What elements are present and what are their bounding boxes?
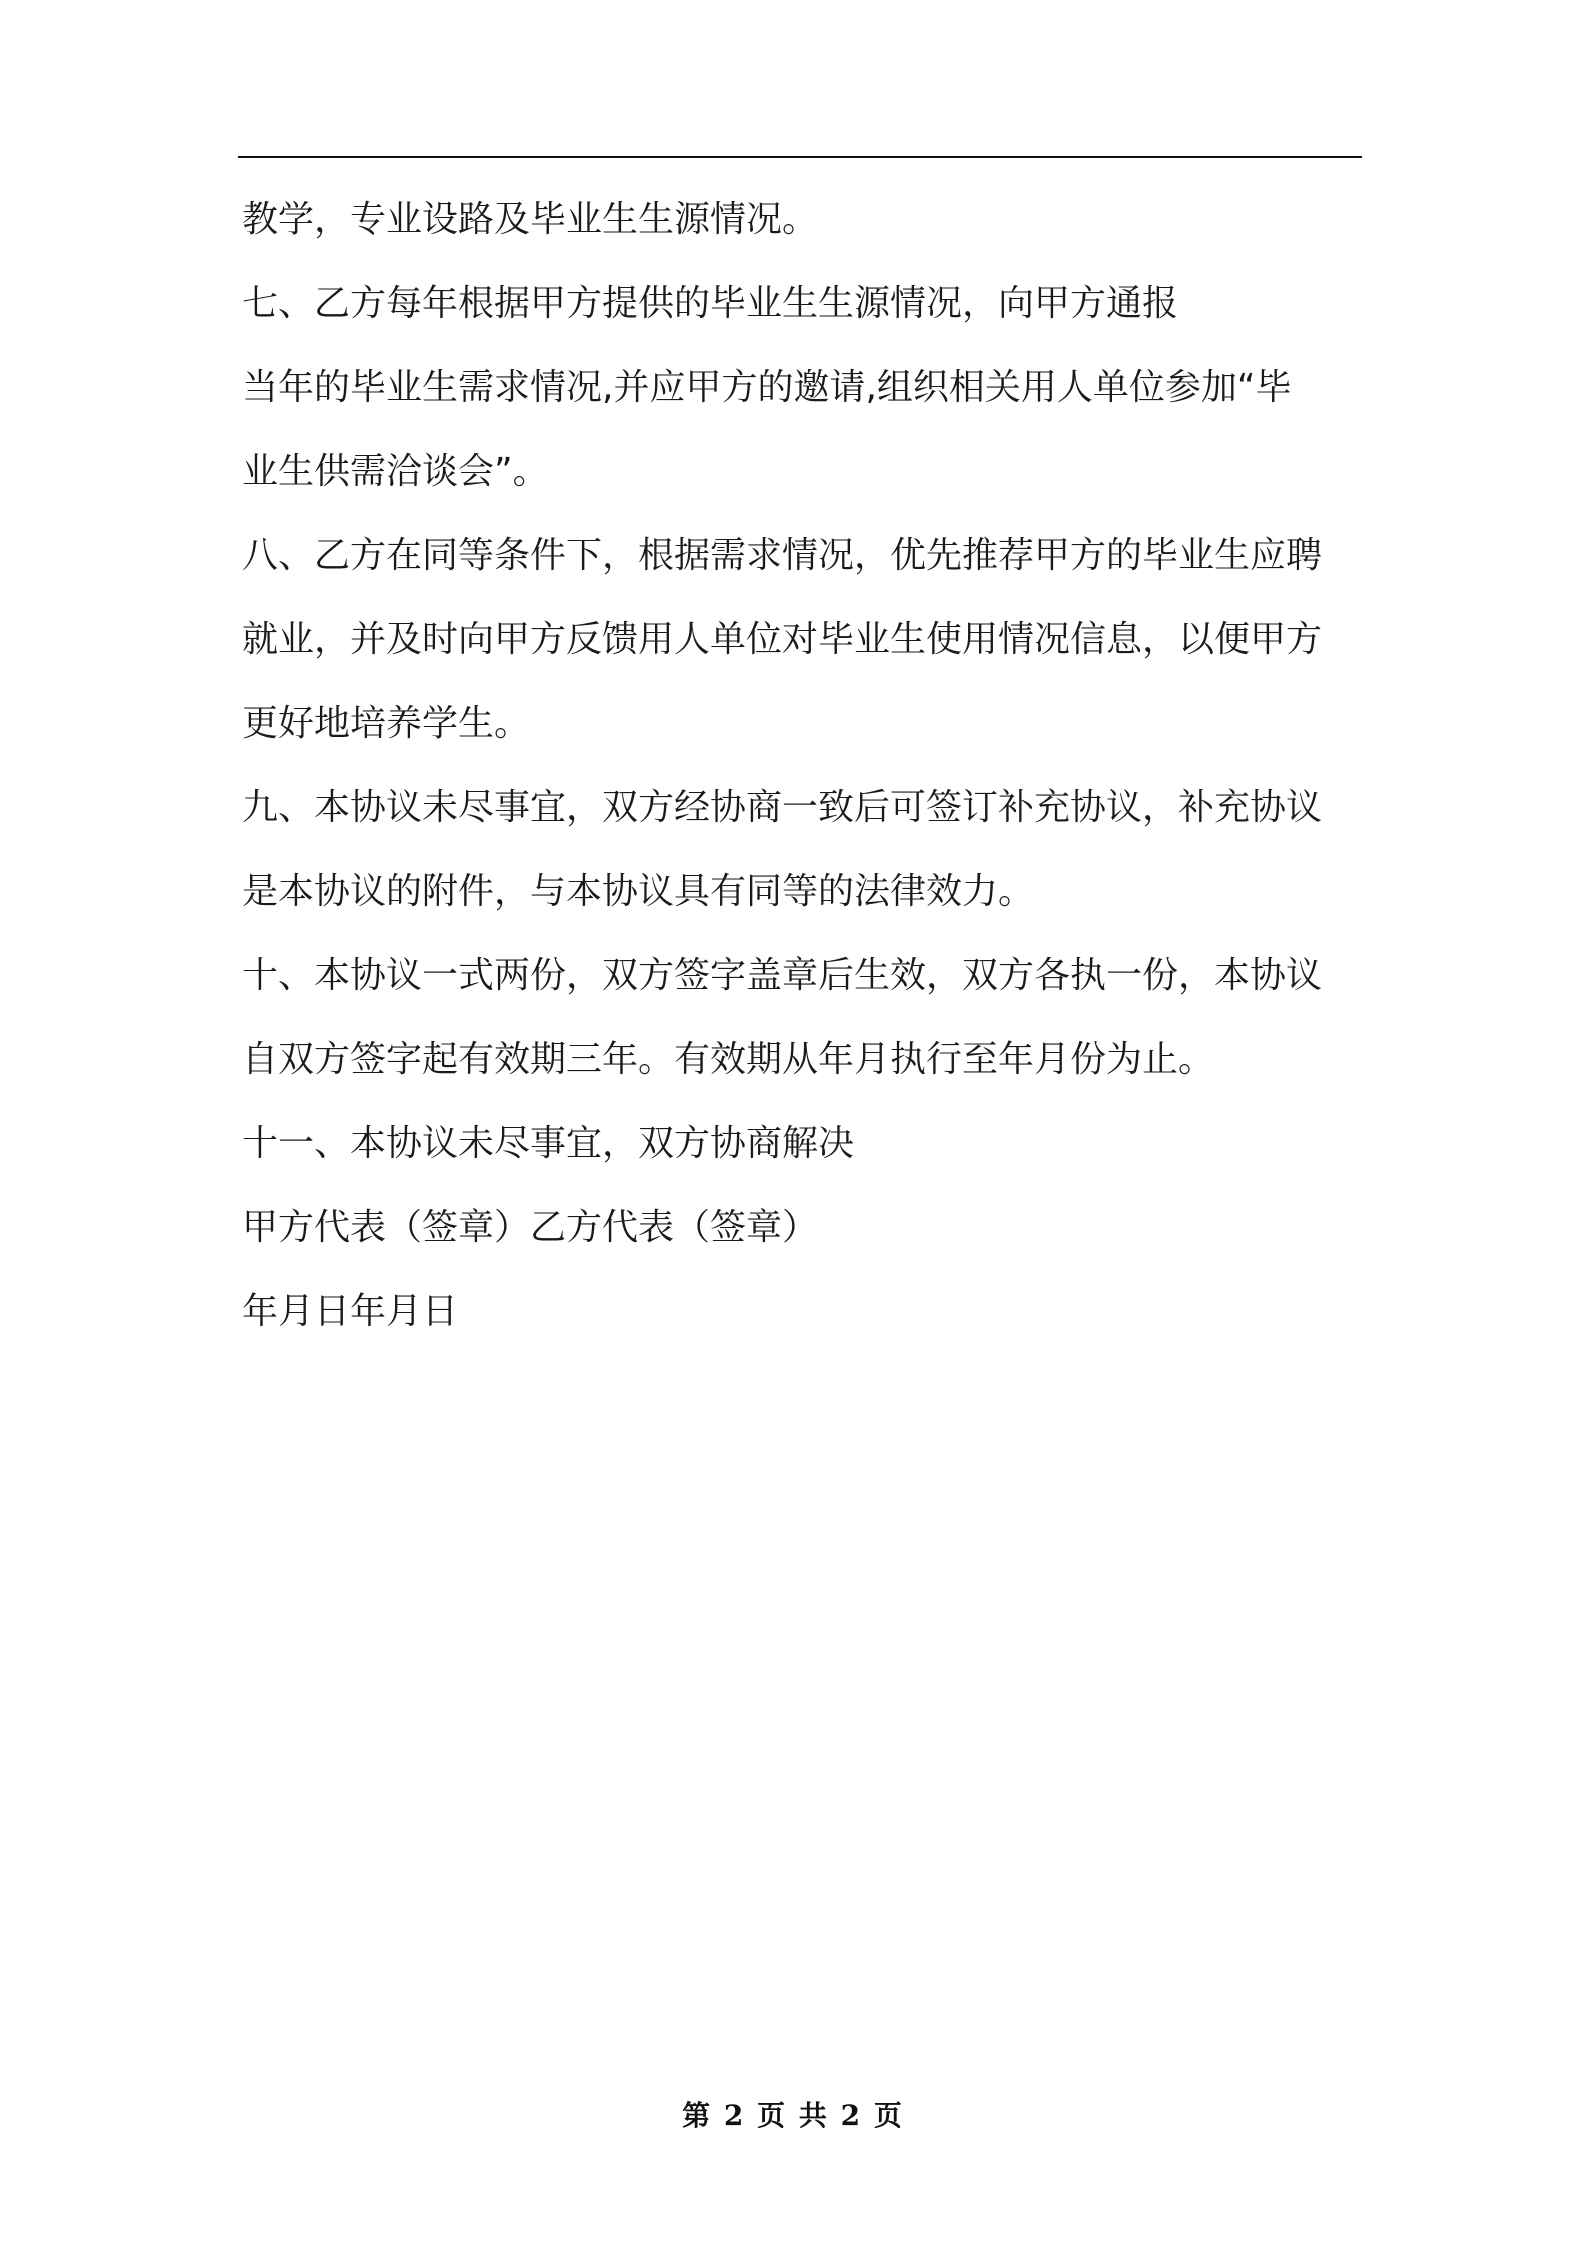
body-line-12: 十一、本协议未尽事宜，双方协商解决 — [242, 1123, 855, 1164]
body-line-10: 十、本协议一式两份，双方签字盖章后生效，双方各执一份，本协议 — [242, 955, 1323, 996]
body-line-4: 业生供需洽谈会”。 — [242, 451, 549, 492]
body-line-8: 九、本协议未尽事宜，双方经协商一致后可签订补充协议，补充协议 — [242, 787, 1323, 828]
body-line-1: 教学，专业设路及毕业生生源情况。 — [242, 199, 819, 240]
date-line: 年月日年月日 — [242, 1291, 459, 1332]
signature-line: 甲方代表（签章）乙方代表（签章） — [242, 1207, 819, 1248]
body-line-5: 八、乙方在同等条件下，根据需求情况，优先推荐甲方的毕业生应聘 — [242, 535, 1323, 576]
body-line-3: 当年的毕业生需求情况,并应甲方的邀请,组织相关用人单位参加“毕 — [242, 367, 1292, 408]
body-line-9: 是本协议的附件，与本协议具有同等的法律效力。 — [242, 871, 1035, 912]
body-line-7: 更好地培养学生。 — [242, 703, 531, 744]
page-number-footer: 第 2 页 共 2 页 — [682, 2099, 904, 2132]
body-line-2: 七、乙方每年根据甲方提供的毕业生生源情况，向甲方通报 — [242, 283, 1179, 324]
body-line-6: 就业，并及时向甲方反馈用人单位对毕业生使用情况信息，以便甲方 — [242, 619, 1323, 660]
header-rule — [238, 156, 1362, 158]
body-line-11: 自双方签字起有效期三年。有效期从年月执行至年月份为止。 — [242, 1039, 1215, 1080]
